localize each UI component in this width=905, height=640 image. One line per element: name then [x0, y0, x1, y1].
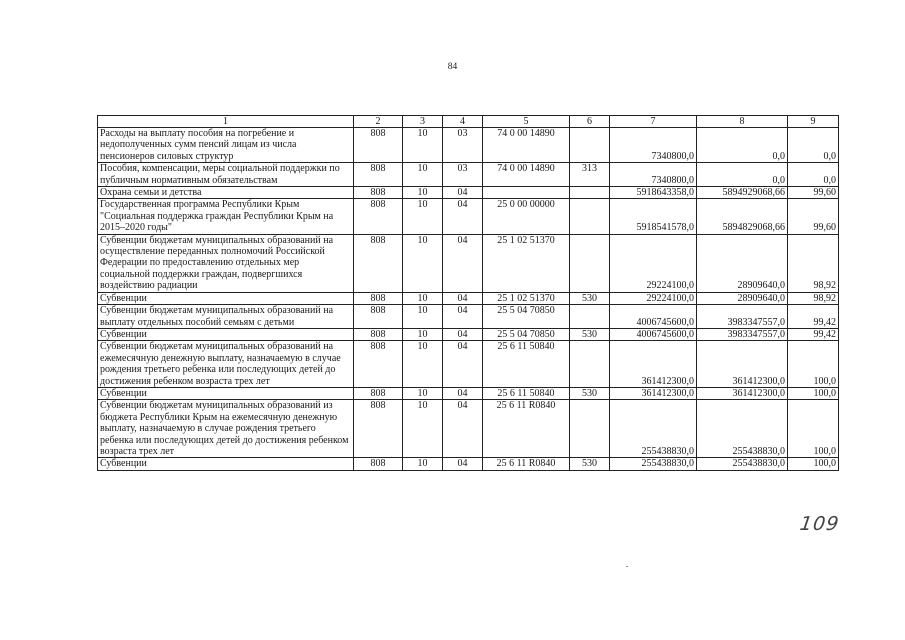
- ministry-code-cell: 808: [354, 199, 403, 234]
- target-article-cell: 25 1 02 51370: [483, 234, 570, 292]
- table-row: [98, 163, 839, 187]
- executed-amount-cell: 0,0: [697, 128, 788, 163]
- percent-cell: 100,0: [788, 341, 839, 388]
- target-article-cell: 25 6 11 50840: [483, 387, 570, 399]
- row-name-cell: Субвенции: [98, 458, 354, 470]
- section-cell: 10: [403, 163, 443, 187]
- percent-cell: 100,0: [788, 387, 839, 399]
- section-cell: 10: [403, 234, 443, 292]
- target-article-cell: 74 0 00 14890: [483, 128, 570, 163]
- header-cell: 4: [443, 116, 483, 128]
- row-name-cell: Охрана семьи и детства: [98, 187, 354, 199]
- table-body: [98, 116, 839, 471]
- ministry-code-cell: 808: [354, 458, 403, 470]
- subsection-cell: 03: [443, 128, 483, 163]
- header-cell: 3: [403, 116, 443, 128]
- subsection-cell: 04: [443, 234, 483, 292]
- budget-table: [97, 115, 839, 471]
- section-cell: 10: [403, 305, 443, 329]
- header-cell: 6: [570, 116, 610, 128]
- planned-amount-cell: 255438830,0: [610, 458, 697, 470]
- header-cell: 7: [610, 116, 697, 128]
- table-row: [98, 305, 839, 329]
- percent-cell: 99,42: [788, 305, 839, 329]
- ministry-code-cell: 808: [354, 234, 403, 292]
- row-name-cell: Субвенции бюджетам муниципальных образований на выплату отдельных пособий семьям с детьми: [98, 305, 354, 329]
- planned-amount-cell: 7340800,0: [610, 163, 697, 187]
- subsection-cell: 04: [443, 292, 483, 304]
- header-cell: 2: [354, 116, 403, 128]
- section-cell: 10: [403, 341, 443, 388]
- section-cell: 10: [403, 458, 443, 470]
- target-article-cell: 25 5 04 70850: [483, 305, 570, 329]
- row-name-cell: Субвенции бюджетам муниципальных образований на осуществление переданных полномочий Российской Федерации по предоставлению отдельных мер социальной поддержки граждан, подвергшихся воздействию радиации: [98, 234, 354, 292]
- ministry-code-cell: 808: [354, 163, 403, 187]
- expense-type-cell: 530: [570, 328, 610, 340]
- table-row: [98, 341, 839, 388]
- executed-amount-cell: 361412300,0: [697, 387, 788, 399]
- row-name-cell: Субвенции бюджетам муниципальных образований на ежемесячную денежную выплату, назначаемую в случае рождения третьего ребенка или последующих детей до достижения ребенком возраста трех лет: [98, 341, 354, 388]
- percent-cell: 99,42: [788, 328, 839, 340]
- table-row: [98, 292, 839, 304]
- target-article-cell: 25 6 11 R0840: [483, 400, 570, 458]
- section-cell: 10: [403, 199, 443, 234]
- table-row: [98, 234, 839, 292]
- executed-amount-cell: 28909640,0: [697, 292, 788, 304]
- page-number: 84: [447, 62, 458, 72]
- expense-type-cell: [570, 305, 610, 329]
- planned-amount-cell: 4006745600,0: [610, 328, 697, 340]
- table-row: [98, 199, 839, 234]
- ministry-code-cell: 808: [354, 128, 403, 163]
- table-row: [98, 400, 839, 458]
- executed-amount-cell: 361412300,0: [697, 341, 788, 388]
- subsection-cell: 04: [443, 400, 483, 458]
- section-cell: 10: [403, 128, 443, 163]
- ministry-code-cell: 808: [354, 328, 403, 340]
- expense-type-cell: 313: [570, 163, 610, 187]
- planned-amount-cell: 29224100,0: [610, 292, 697, 304]
- target-article-cell: 25 5 04 70850: [483, 328, 570, 340]
- header-cell: 1: [98, 116, 354, 128]
- executed-amount-cell: 255438830,0: [697, 458, 788, 470]
- target-article-cell: 25 1 02 51370: [483, 292, 570, 304]
- header-row: [98, 116, 839, 128]
- executed-amount-cell: 3983347557,0: [697, 305, 788, 329]
- section-cell: 10: [403, 400, 443, 458]
- executed-amount-cell: 5894929068,66: [697, 187, 788, 199]
- planned-amount-cell: 361412300,0: [610, 341, 697, 388]
- header-cell: 8: [697, 116, 788, 128]
- row-name-cell: Расходы на выплату пособия на погребение и недополученных сумм пенсий лицам из числа пенсионеров силовых структур: [98, 128, 354, 163]
- subsection-cell: 04: [443, 458, 483, 470]
- header-cell: 5: [483, 116, 570, 128]
- row-name-cell: Пособия, компенсации, меры социальной поддержки по публичным нормативным обязательствам: [98, 163, 354, 187]
- ministry-code-cell: 808: [354, 387, 403, 399]
- ministry-code-cell: 808: [354, 305, 403, 329]
- subsection-cell: 04: [443, 341, 483, 388]
- row-name-cell: Субвенции: [98, 292, 354, 304]
- table-row: [98, 387, 839, 399]
- expense-type-cell: [570, 187, 610, 199]
- target-article-cell: 25 0 00 00000: [483, 199, 570, 234]
- expense-type-cell: [570, 341, 610, 388]
- row-name-cell: Государственная программа Республики Крым "Социальная поддержка граждан Республики Крым на 2015–2020 годы": [98, 199, 354, 234]
- percent-cell: 0,0: [788, 128, 839, 163]
- percent-cell: 100,0: [788, 458, 839, 470]
- section-cell: 10: [403, 328, 443, 340]
- planned-amount-cell: 361412300,0: [610, 387, 697, 399]
- table-row: [98, 187, 839, 199]
- ministry-code-cell: 808: [354, 292, 403, 304]
- percent-cell: 98,92: [788, 234, 839, 292]
- ministry-code-cell: 808: [354, 400, 403, 458]
- table-row: [98, 128, 839, 163]
- subsection-cell: 04: [443, 187, 483, 199]
- ministry-code-cell: 808: [354, 341, 403, 388]
- scan-mark: [626, 566, 628, 567]
- percent-cell: 99,60: [788, 199, 839, 234]
- expense-type-cell: [570, 199, 610, 234]
- executed-amount-cell: 5894829068,66: [697, 199, 788, 234]
- expense-type-cell: [570, 128, 610, 163]
- row-name-cell: Субвенции: [98, 328, 354, 340]
- expense-type-cell: [570, 400, 610, 458]
- planned-amount-cell: 7340800,0: [610, 128, 697, 163]
- planned-amount-cell: 5918541578,0: [610, 199, 697, 234]
- subsection-cell: 04: [443, 387, 483, 399]
- planned-amount-cell: 5918643358,0: [610, 187, 697, 199]
- expense-type-cell: 530: [570, 458, 610, 470]
- percent-cell: 98,92: [788, 292, 839, 304]
- table-row: [98, 458, 839, 470]
- subsection-cell: 04: [443, 328, 483, 340]
- row-name-cell: Субвенции бюджетам муниципальных образований из бюджета Республики Крым на ежемесячную денежную выплату, назначаемую в случае рождения третьего ребенка или последующих детей до достижения ребенком возраста трех лет: [98, 400, 354, 458]
- executed-amount-cell: 3983347557,0: [697, 328, 788, 340]
- section-cell: 10: [403, 292, 443, 304]
- handwritten-page-number: 109: [798, 513, 841, 535]
- planned-amount-cell: 4006745600,0: [610, 305, 697, 329]
- executed-amount-cell: 255438830,0: [697, 400, 788, 458]
- percent-cell: 99,60: [788, 187, 839, 199]
- row-name-cell: Субвенции: [98, 387, 354, 399]
- executed-amount-cell: 28909640,0: [697, 234, 788, 292]
- target-article-cell: 74 0 00 14890: [483, 163, 570, 187]
- target-article-cell: 25 6 11 R0840: [483, 458, 570, 470]
- target-article-cell: [483, 187, 570, 199]
- subsection-cell: 03: [443, 163, 483, 187]
- percent-cell: 0,0: [788, 163, 839, 187]
- header-cell: 9: [788, 116, 839, 128]
- section-cell: 10: [403, 187, 443, 199]
- planned-amount-cell: 29224100,0: [610, 234, 697, 292]
- expense-type-cell: 530: [570, 292, 610, 304]
- executed-amount-cell: 0,0: [697, 163, 788, 187]
- expense-type-cell: 530: [570, 387, 610, 399]
- table-row: [98, 328, 839, 340]
- planned-amount-cell: 255438830,0: [610, 400, 697, 458]
- subsection-cell: 04: [443, 305, 483, 329]
- target-article-cell: 25 6 11 50840: [483, 341, 570, 388]
- ministry-code-cell: 808: [354, 187, 403, 199]
- subsection-cell: 04: [443, 199, 483, 234]
- expense-type-cell: [570, 234, 610, 292]
- section-cell: 10: [403, 387, 443, 399]
- percent-cell: 100,0: [788, 400, 839, 458]
